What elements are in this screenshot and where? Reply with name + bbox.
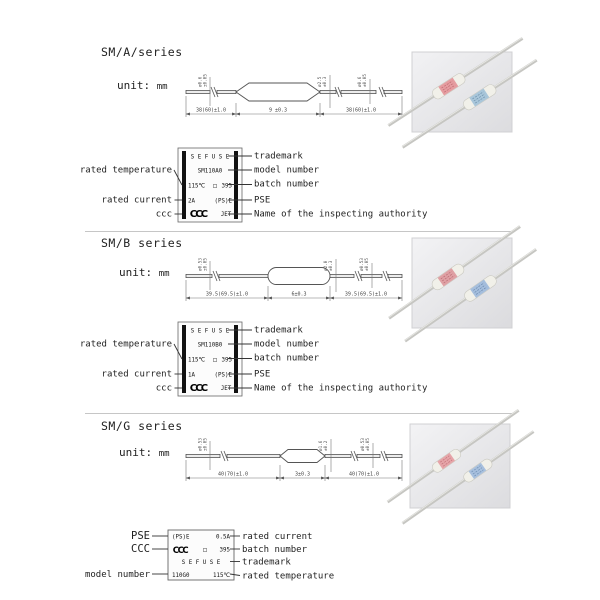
callout-ccc: ccc	[155, 209, 172, 220]
unit-word: unit:	[119, 446, 153, 459]
callout-batch-number: batch number	[254, 353, 320, 364]
dim-left-label: 38(60)±1.0	[195, 107, 227, 114]
photo-background	[412, 238, 512, 328]
marking-batch: 395	[221, 357, 232, 364]
product-photo-sm-b	[412, 238, 512, 328]
ccc-logo-icon: CCC	[189, 383, 207, 394]
lead-tol-right-label: ±0.05	[365, 258, 370, 271]
product-photo-sm-g	[410, 424, 510, 508]
marking-trademark: S E F U S E	[181, 560, 221, 566]
marking-diagram-sm-g	[80, 526, 390, 588]
lead-dia-left-label: ø0.6	[198, 76, 204, 87]
section-title-sm-g: SM/G series	[101, 419, 183, 433]
body-dia-label: ø1.6	[319, 440, 324, 451]
dim-right-label: 40(70)±1.0	[348, 471, 380, 478]
section-divider	[85, 413, 513, 414]
marking-batch: 395	[219, 547, 230, 554]
unit-value: mm	[156, 82, 168, 92]
label-bar-left	[182, 325, 186, 393]
unit-value: mm	[158, 449, 170, 459]
unit-note-sm-a	[117, 79, 168, 92]
callout-labels	[80, 152, 428, 220]
marking-current: 0.5A	[216, 534, 230, 541]
marking-pse: (PS)E	[214, 198, 232, 205]
body-dia-label: ø2.0	[324, 260, 329, 271]
photo-background	[412, 52, 512, 132]
marking-jet: JET	[220, 386, 232, 392]
callout-rated-temperature: rated temperature	[79, 339, 172, 350]
dim-left-label: 39.5(69.5)±1.0	[205, 291, 249, 298]
label-bar-right	[234, 151, 238, 219]
unit-value: mm	[158, 269, 170, 279]
callout-rated-current: rated current	[101, 369, 172, 380]
unit-note-sm-b	[119, 266, 170, 279]
body-tol-label: ±0.3	[329, 260, 334, 271]
dim-mid-label: 9 ±0.3	[268, 107, 288, 114]
callout-pse: PSE	[254, 369, 271, 380]
dim-mid-label: 3±0.3	[294, 471, 311, 478]
label-bar-right	[234, 325, 238, 393]
marking-current: 1A	[188, 372, 195, 379]
dimension-drawing-sm-g	[180, 420, 410, 492]
marking-model: SM110B0	[197, 342, 223, 349]
body-tol-label: ±0.2	[324, 440, 329, 451]
callout-model-number: model number	[254, 165, 320, 176]
batch-square-icon: □	[213, 183, 217, 190]
callout-rated-current: rated current	[242, 531, 313, 542]
lead-tol-left-label: ±0.05	[203, 74, 209, 87]
dimension-drawing-sm-b	[180, 240, 410, 312]
unit-word: unit:	[119, 266, 153, 279]
dimension-drawing-sm-a	[180, 56, 410, 128]
marking-temp: 115℃	[188, 183, 205, 190]
marking-temp: 115℃	[188, 357, 205, 364]
callout-pse: PSE	[131, 530, 150, 542]
body-dia-label: ø2.5	[318, 76, 323, 87]
marking-trademark: S E F U S E	[190, 154, 230, 161]
marking-pse: (PS)E	[214, 372, 232, 379]
callout-model-number: model number	[254, 339, 320, 350]
dim-right-label: 38(60)±1.0	[345, 107, 377, 114]
product-photo-sm-a	[412, 52, 512, 132]
marking-diagram-sm-b	[78, 320, 438, 400]
section-title-sm-a: SM/A/series	[101, 45, 183, 59]
callout-inspecting-authority: Name of the inspecting authority	[254, 209, 428, 220]
lead-dia-right-label: ø0.53	[361, 438, 366, 451]
lead-dia-right-label: ø0.53	[360, 258, 365, 271]
label-bar-left	[182, 151, 186, 219]
marking-trademark: S E F U S E	[190, 328, 230, 335]
lead-dia-right-label: ø0.6	[358, 76, 363, 87]
callout-labels	[80, 326, 428, 394]
callout-inspecting-authority: Name of the inspecting authority	[254, 383, 428, 394]
callout-rated-current: rated current	[101, 195, 172, 206]
dim-mid-label: 6±0.3	[291, 291, 307, 298]
lead-tol-right-label: ±0.05	[363, 74, 368, 87]
section-title-sm-b: SM/B series	[101, 236, 183, 250]
marking-batch: 395	[221, 183, 232, 190]
dim-right-label: 39.5(69.5)±1.0	[344, 291, 388, 298]
lead-tol-left-label: ±0.05	[203, 438, 209, 451]
lead-dia-left-label: ø0.53	[198, 438, 204, 451]
marking-pse: (PS)E	[172, 534, 190, 541]
unit-word: unit:	[117, 79, 151, 92]
callout-rated-temperature: rated temperature	[242, 571, 335, 582]
marking-current: 2A	[188, 198, 195, 205]
marking-model: 110G0	[172, 572, 190, 579]
marking-jet: JET	[220, 212, 232, 218]
callout-model-number: model number	[84, 569, 150, 580]
section-divider	[85, 231, 513, 232]
fuse-outline	[186, 83, 402, 101]
callout-pse: PSE	[254, 195, 271, 206]
ccc-logo-icon: CCC	[189, 209, 207, 220]
callout-batch-number: batch number	[254, 179, 320, 190]
lead-tol-left-label: ±0.05	[203, 258, 209, 271]
dim-left-label: 40(70)±1.0	[217, 471, 249, 478]
batch-square-icon: □	[213, 357, 217, 364]
lead-tol-right-label: ±0.05	[366, 438, 371, 451]
body-tol-label: ±0.3	[323, 76, 328, 87]
batch-square-icon: □	[203, 547, 207, 554]
callout-batch-number: batch number	[242, 544, 308, 555]
callout-trademark: trademark	[254, 325, 303, 336]
marking-temp: 115℃	[213, 572, 230, 579]
callout-rated-temperature: rated temperature	[79, 165, 172, 176]
photo-background	[410, 424, 510, 508]
unit-note-sm-g	[119, 446, 170, 459]
callout-ccc: ccc	[155, 383, 172, 394]
marking-model: SM110A0	[197, 168, 223, 175]
callout-trademark: trademark	[242, 557, 291, 568]
ccc-logo-icon: CCC	[172, 546, 188, 556]
marking-diagram-sm-a	[78, 146, 438, 226]
callout-ccc: CCC	[131, 543, 150, 555]
callout-trademark: trademark	[254, 151, 303, 162]
lead-dia-left-label: ø0.53	[198, 258, 204, 271]
